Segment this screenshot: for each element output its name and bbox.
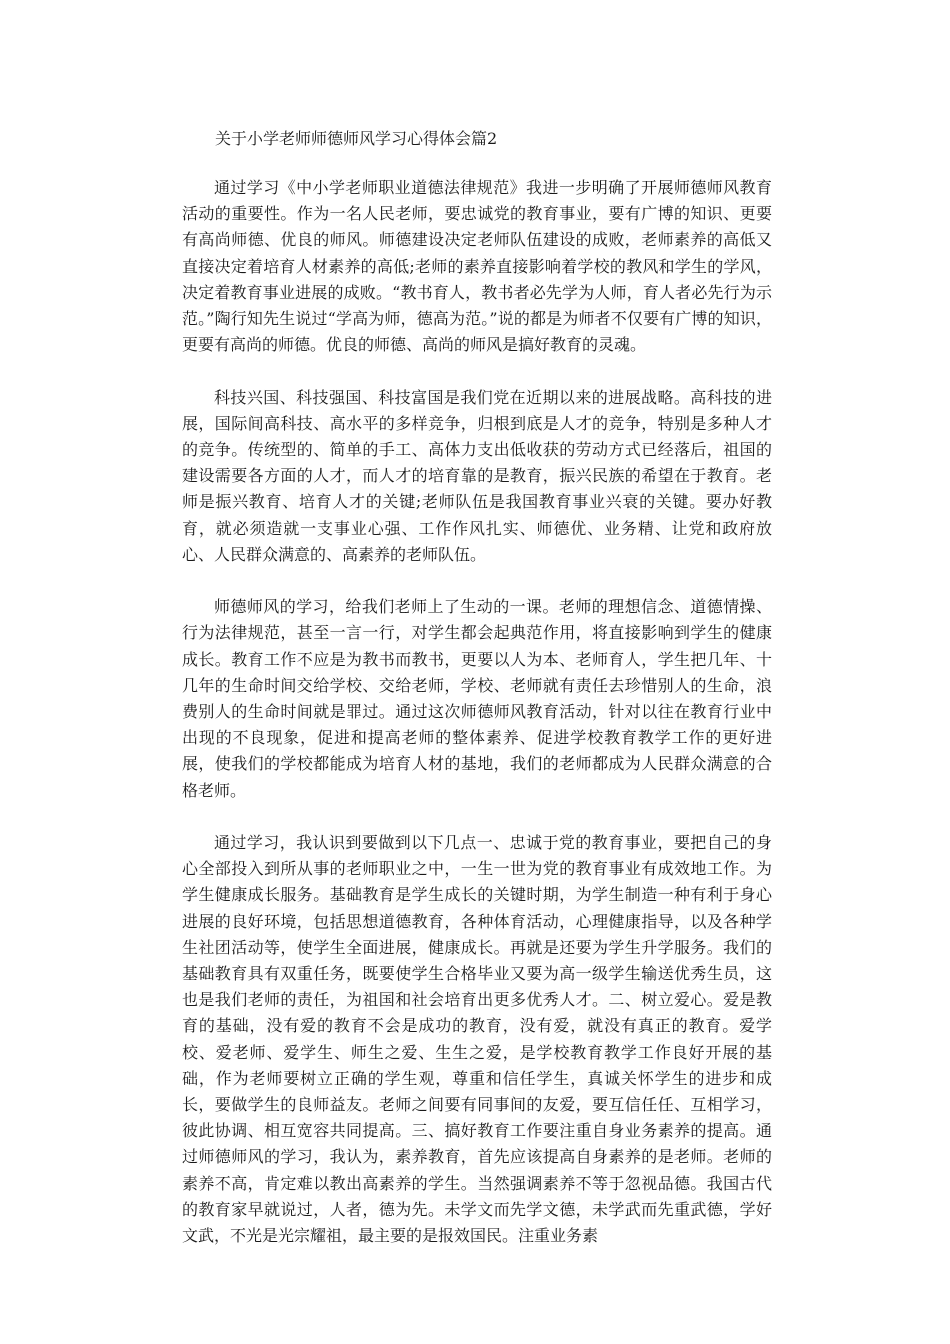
paragraph-1: 通过学习《中小学老师职业道德法律规范》我进一步明确了开展师德师风教育活动的重要性。作为一名人民老师，要忠诚党的教育事业，要有广博的知识、更要有高尚师德、优良的师风。师德建设决定老师队伍建设的成败，老师素养的高低又直接决定着培育人材素养的高低;老师的素养直接影响着学校的教风和学生的学风，决定着教育事业进展的成败。“教书育人，教书者必先学为人师，育人者必先行为示范。”陶行知先生说过“学高为师，德高为范。”说的都是为师者不仅要有广博的知识，更要有高尚的师德。优良的师德、高尚的师风是搞好教育的灵魂。	[182, 178, 772, 355]
document-body	[182, 175, 772, 1275]
document-title: 关于小学老师师德师风学习心得体会篇2	[215, 129, 498, 148]
paragraph-2: 科技兴国、科技强国、科技富国是我们党在近期以来的进展战略。高科技的进展，国际间高科技、高水平的多样竞争，归根到底是人才的竞争，特别是多种人才的竞争。传统型的、简单的手工、高体力支出低收获的劳动方式已经落后，祖国的建设需要各方面的人才，而人才的培育靠的是教育，振兴民族的希望在于教育。老师是振兴教育、培育人才的关键;老师队伍是我国教育事业兴衰的关键。要办好教育，就必须造就一支事业心强、工作作风扎实、师德优、业务精、让党和政府放心、人民群众满意的、高素养的老师队伍。	[182, 387, 772, 564]
paragraph-3: 师德师风的学习，给我们老师上了生动的一课。老师的理想信念、道德情操、行为法律规范，甚至一言一行，对学生都会起典范作用，将直接影响到学生的健康成长。教育工作不应是为教书而教书，更要以人为本、老师育人，学生把几年、十几年的生命时间交给学校、交给老师，学校、老师就有责任去珍惜别人的生命，浪费别人的生命时间就是罪过。通过这次师德师风教育活动，针对以往在教育行业中出现的不良现象，促进和提高老师的整体素养、促进学校教育教学工作的更好进展，使我们的学校都能成为培育人材的基地，我们的老师都成为人民群众满意的合格老师。	[182, 597, 772, 800]
paragraph-4: 通过学习，我认识到要做到以下几点一、忠诚于党的教育事业，要把自己的身心全部投入到所从事的老师职业之中，一生一世为党的教育事业有成效地工作。为学生健康成长服务。基础教育是学生成长的关键时期，为学生制造一种有利于身心进展的良好环境，包括思想道德教育，各种体育活动，心理健康指导，以及各种学生社团活动等，使学生全面进展，健康成长。再就是还要为学生升学服务。我们的基础教育具有双重任务，既要使学生合格毕业又要为高一级学生输送优秀生员，这也是我们老师的责任，为祖国和社会培育出更多优秀人才。二、树立爱心。爱是教育的基础，没有爱的教育不会是成功的教育，没有爱，就没有真正的教育。爱学校、爱老师、爱学生、师生之爱、生生之爱，是学校教育教学工作良好开展的基础，作为老师要树立正确的学生观，尊重和信任学生，真诚关怀学生的进步和成长，要做学生的良师益友。老师之间要有同事间的友爱，要互信任任、互相学习，彼此协调、相互宽容共同提高。三、搞好教育工作要注重自身业务素养的提高。通过师德师风的学习，我认为，素养教育，首先应该提高自身素养的是老师。老师的素养不高，肯定难以教出高素养的学生。当然强调素养不等于忽视品德。我国古代的教育家早就说过，人者，德为先。未学文而先学文德，未学武而先重武德，学好文武，不光是光宗耀祖，最主要的是报效国民。注重业务素	[182, 833, 772, 1246]
